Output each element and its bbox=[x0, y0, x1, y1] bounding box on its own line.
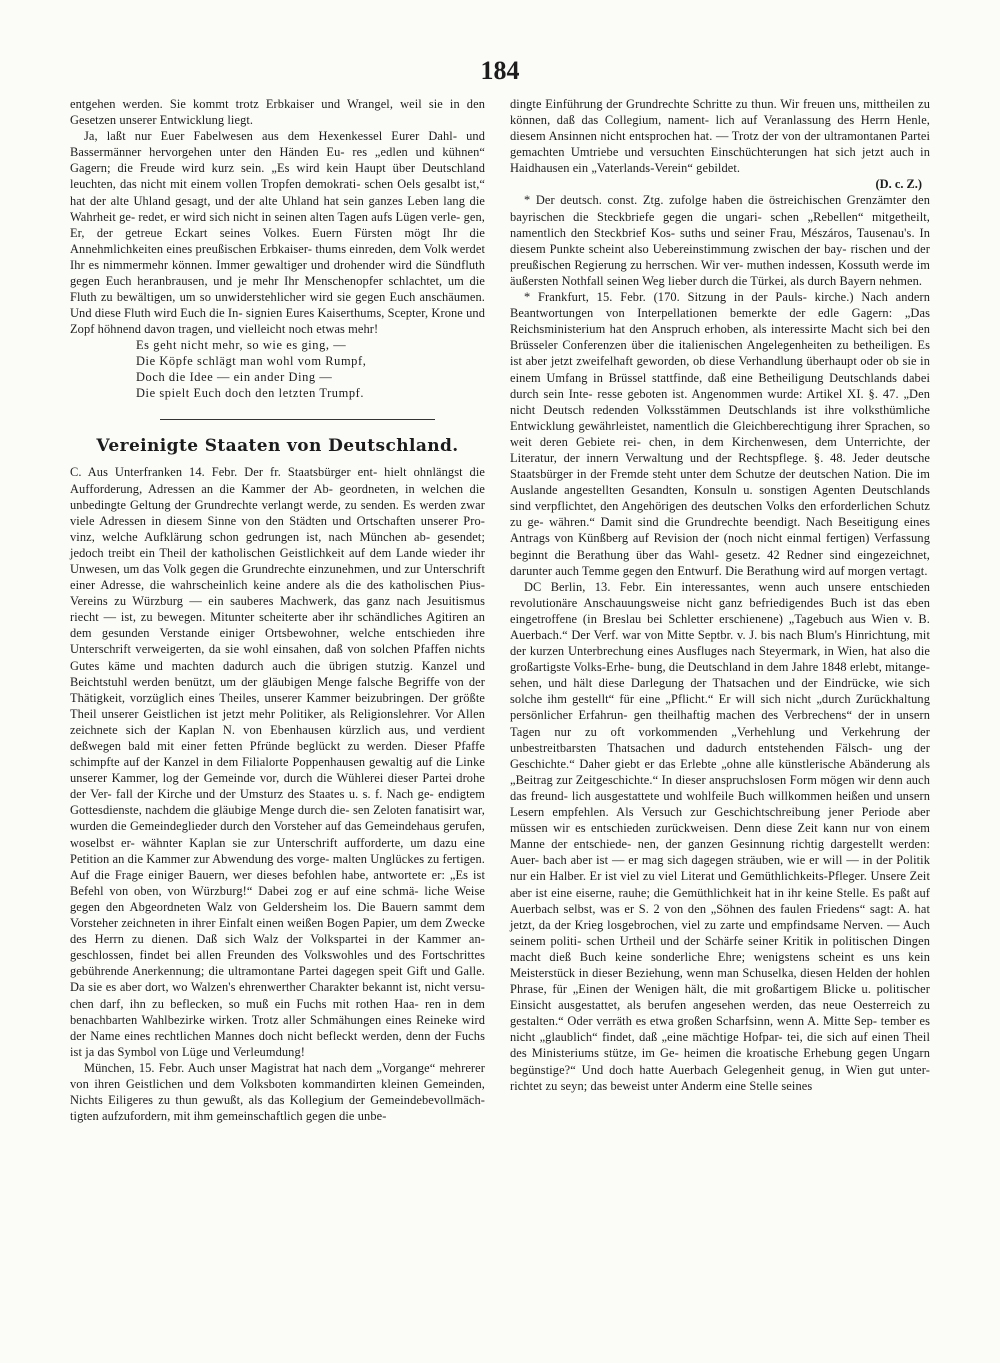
article-paragraph: C. Aus Unterfranken 14. Febr. Der fr. Staatsbürger ent- hielt ohnlängst die Aufforderung, Adressen an die Kammer der Ab- geordneten, in welchen die unbedingte Geltung der Grundrechte verlangt werde, zu senden. Es werden zwar viele Adressen in diesem Sinne von den Städten und Ortschaften unserer Pro- vinz, welche Aufklärung schon gedrungen ist, nach München ab- gesendet; jedoch treibt ein Theil der katholischen Geistlichkeit auf dem Lande wieder ihr Unwesen, um das Volk gegen die Grundrechte einzunehmen, und zur Unterschrift einer Adresse, die wahrscheinlich keine andere als die des katholischen Pius- Vereins zu Würzburg — ein sauberes Machwerk, das ganz nach Jesuitismus riecht — ist, zu bewegen. Mitunter scheiterte aber ihr schändliches Agitiren an dem gesunden Verstande einiger Ortsbewohner, welche entschieden ihre Unterschrift verweigerten, da sie wohl einsahen, daß von solchen Pfaffen nichts Gutes käme und machten dadurch auch die übrigen stutzig. Kanzel und Beichtstuhl werden benützt, um der gläubigen Menge falsche Begriffe von der Thätigkeit, vorzüglich eines Theiles, unserer Kammer beizubringen. Der größte Theil unserer Geistlichen ist jetzt mehr Politiker, als Religionslehrer. Vor Allen zeichnete sich der Kaplan N. von Ebenhausen kürzlich aus, und verdient deßwegen bald mit einer fetten Pfründe beglückt zu werden. Dieser Pfaffe schimpfte auf der Kanzel in dem Filialorte Poppenhausen gewaltig auf die Linke unserer Kammer, log der Gemeinde vor, durch die Wühlerei dieser Partei drohe der Ver- fall der Kirche und der Umsturz des Staates u. s. f. Nach ge- endigtem Gottesdienste, nachdem die gläubige Menge durch die- sen Zeloten fanatisirt war, wurden die Gemeindeglieder durch den Vorsteher auf das Gemeindehaus gerufen, woselbst er- wähnter Kaplan sie zur Unterschrift aufforderte, um dazu eine Petition an die Kammer zur Abwendung des vorge- malten Unglückes zu fertigen. Auf die Frage einiger Bauern, wer dieses befohlen habe, antwortete er: „Es ist Befehl von oben, von Würzburg!“ Dabei zog er auf eine schmä- liche Weise gegen den Abgeordneten Walz von Geldersheim los. Die Bauern sammt dem Vorsteher zeichneten in ihrer Einfalt einen weißen Bogen Papier, um dem Zwecke des Herrn zu dienen. Daß sich Walz der Volkspartei in der Kammer an- geschlossen, findet bei allen Freunden des Volkswohles und des Fortschrittes gebührende Anerkennung; die ultramontane Partei dagegen speit Gift und Galle. Da sie es aber dort, wo Walzen's ehrenwerther Charakter bekannt ist, nicht versu- chen darf, ihn zu beflecken, so muß ein Fuchs mit rothen Haa- ren in dem benachbarten Wahlbezirke wirken. Trotz aller Schmähungen eines Reineke wird der Name eines rechtlichen Mannes doch nicht befleckt werden, denn der Fuchs ist ja das Symbol von Lüge und Verleumdung! bbox=[70, 465, 485, 1059]
verse-block bbox=[70, 337, 485, 401]
article-paragraph: dingte Einführung der Grundrechte Schritte zu thun. Wir freuen uns, mittheilen zu können, daß das Collegium, nament- lich auf Veranlassung des Herrn Henle, diesem Ansinnen nicht entsprochen hat. — Trotz der von der ultramontanen Partei gemachten Umtriebe und versuchten Einschüchterungen hat sich jetzt auch in Haidhausen ein „Vaterlands-Verein“ gebildet. bbox=[510, 97, 930, 176]
section-divider bbox=[160, 419, 435, 420]
verse-line: Es geht nicht mehr, so wie es ging, — bbox=[136, 338, 347, 353]
section-heading: Vereinigte Staaten von Deutschland. bbox=[96, 436, 459, 457]
article-paragraph: * Der deutsch. const. Ztg. zufolge haben die östreichischen Grenzämter den bayrischen die Steckbriefe gegen die ungari- schen „Rebellen“ mitgetheilt, namentlich den Steckbrief Kos- suths und seiner Frau, Mészáros, Tausenau's. In diesem Punkte scheint also Uebereinstimmung zwischen der bay- rischen und der preußischen Regierung zu herrschen. Wir ver- muthen indessen, Kossuth werde im äußersten Nothfall seinen Weg lieber durch die Türkei, als durch Bayern nehmen. bbox=[510, 193, 930, 288]
article-paragraph: * Frankfurt, 15. Febr. (170. Sitzung in der Pauls- kirche.) Nach andern Beantwortungen von Interpellationen bemerkte der edle Gagern: „Das Reichsministerium hat den Anspruch erhoben, als interessirte Macht sich bei den Brüsseler Conferenzen über die italienischen Angelegenheiten zu betheiligen. Es ist aber jetzt zweifelhaft geworden, ob diese Verhandlung überhaupt oder ob sie in einem Umfang in Brüssel stattfinde, daß eine Betheiligung Deutschlands dabei durch sein Inte- resse geboten ist. Angenommen wurde: Artikel XI. §. 47. „Den nicht Deutsch redenden Volksstämmen Deutschlands ist ihre volksthümliche Entwicklung gewährleistet, namentlich die Gleichberechtigung ihrer Sprachen, so weit deren Gebiete rei- chen, in dem Kirchenwesen, dem Unterrichte, der Literatur, der innern Verwaltung und der Rechtspflege. §. 48. Jeder deutsche Staatsbürger in der Fremde steht unter dem Schutze der deutschen Nation. Die im Auslande angestellten Gesandten, Konsuln u. sonstigen Agenten Deutschlands sind verpflichtet, den Angehörigen des deutschen Volks den erforderlichen Schutz zu ge- währen.“ Damit sind die Grundrechte beendigt. Nach Beseitigung eines Antrags von Künßberg auf Revision der (noch nicht einmal fertigen) Verfassung beginnt die Berathung über das Wahl- gesetz. 42 Redner sind eingezeichnet, darunter auch Temme gegen den Entwurf. Die Berathung wird auf morgen vertagt. bbox=[510, 290, 930, 578]
verse-line: Die spielt Euch doch den letzten Trumpf. bbox=[136, 386, 365, 401]
article-paragraph: München, 15. Febr. Auch unser Magistrat hat nach dem „Vorgange“ mehrerer von ihren Geistlichen und dem Volksboten kommandirten kleinen Gemeinden, Nichts Eiligeres zu thun gewußt, als das Kollegium der Gemeindebevollmäch- tigten aufzufordern, mit ihm gemeinschaftlich gegen die unbe- bbox=[70, 1060, 485, 1124]
source-signature: (D. c. Z.) bbox=[875, 177, 922, 192]
left-column bbox=[70, 96, 485, 1124]
verse-line: Doch die Idee — ein ander Ding — bbox=[136, 370, 333, 385]
right-column bbox=[510, 96, 930, 1094]
verse-line: Die Köpfe schlägt man wohl vom Rumpf, bbox=[136, 354, 367, 369]
article-paragraph: DC Berlin, 13. Febr. Ein interessantes, wenn auch unsere entschieden revolutionäre Anschauungsweise nicht ganz befriedigendes Buch ist das eben eingetroffene (in Breslau bei Schletter erschienene) „Tagebuch aus Wien v. B. Auerbach.“ Der Verf. war von Mitte Septbr. v. J. bis nach Blum's Hinrichtung, mit der kurzen Unterbrechung eines Ausfluges nach Steyermark, in Wien, hat also die großartigste Volks-Erhe- bung, die Deutschland in dem Jahre 1848 erlebt, mitange- sehen, und hält diese Darlegung der Thatsachen und der Eindrücke, wie sich solche ihm gestellt“ für eine „Pflicht.“ Er will sich nicht „durch Zurückhaltung persönlicher Erfahrun- gen theilhaftig machen des Verbrechens“ der in unsern Tagen nur zu oft vorkommenden „Verhehlung und Verkehrung der unbestreitbarsten Thatsachen und dadurch entstehenden Fälsch- ung der Geschichte.“ Daher giebt er das Erlebte „ohne alle künstlerische Abänderung als „Beitrag zur Zeitgeschichte.“ In dieser anspruchslosen Form mögen wir denn auch das freund- lich ausgestattete und wohlfeile Buch willkommen heißen und unsern Lesern empfehlen. Als Versuch zur Geschichtschreibung jener Periode aber müssen wir es entschieden zurückweisen. Denn diese Zeit kann nur von einem Manne der entschiede- nen, der ganzen Gesinnung richtig dargestellt werden: Auer- bach aber ist — er mag sich dagegen sträuben, wie er will — in der Politik nur ein Halber. Er ist viel zu viel Literat und Gemüthlichkeits-Pfleger. Unsere Zeit aber ist eine eiserne, rauhe; die Gemüthlichkeit hat in ihr keine Stelle. Es paßt auf Auerbach selbst, was er S. 2 von den „Söhnen des faulen Friedens“ sagt: A. hat jetzt, da der Krieg losgebrochen, viel zu zarte und empfindsame Nerven. — Auch seinem politi- schen Urtheil und der Schärfe seiner Kritik in politischen Dingen macht dieß Buch keine sonderliche Ehre; wenigstens scheint es uns kein Meisterstück in dieser Beziehung, wenn man Schuselka, diesen Helden der hohlen Phrase, für „Einen der Wenigen hält, die mit großartigem Blicke u. politischer Einsicht ausgestattet, als berufen angesehen werden, das neue Oesterreich zu gestalten.“ Oder verräth es etwa großen Scharfsinn, wenn A. Mitte Sep- tember es nicht „glaublich“ findet, daß „eine mächtige Hofpar- tei, die sich auf einen Theil des Ministeriums stütze, im Ge- heimen die kroatische Erhebung gegen Ungarn begünstige?“ Und doch hatte Auerbach Gelegenheit genug, in Wien gut unter- richtet zu seyn; das beweist unter Anderm eine Stelle seines bbox=[510, 579, 930, 1093]
page-number: 184 bbox=[480, 56, 520, 85]
article-paragraph: entgehen werden. Sie kommt trotz Erbkaiser und Wrangel, weil sie in den Gesetzen unserer Entwicklung liegt. bbox=[70, 97, 485, 128]
article-paragraph: Ja, laßt nur Euer Fabelwesen aus dem Hexenkessel Eurer Dahl- und Bassermänner hervorgehen unter den Händen Eu- res „edlen und kühnen“ Gagern; die Freude wird kurz sein. „Es wird kein Haupt über Deutschland leuchten, das nicht mit einem vollen Tropfen demokrati- schen Oels gesalbt ist,“ hat der alte Uhland gesagt, und der alte Uhland hat sein ganzes Leben lang die Wahrheit ge- redet, er wird sich nicht in seinen alten Tagen aufs Lügen verle- gen, Er, der getreue Eckart seines Volkes. Euern Fürsten mögt Ihr die Annehmlichkeiten eines preußischen Erbkaiser- thums einreden, dem Volk werdet Ihr es nimmermehr können. Immer gewaltiger und drohender wird die Sündfluth gegen Euch heranbrausen, und je mehr Ihr Menschenopfer schlachtet, um die Fluth zu bewältigen, um so unwiderstehlicher wird sie gegen Euch anschäumen. Und diese Fluth wird Euch die In- signien Eures Kaiserthums, Scepter, Krone und Zopf höhnend davon tragen, und vielleicht noch etwas mehr! bbox=[70, 129, 485, 337]
